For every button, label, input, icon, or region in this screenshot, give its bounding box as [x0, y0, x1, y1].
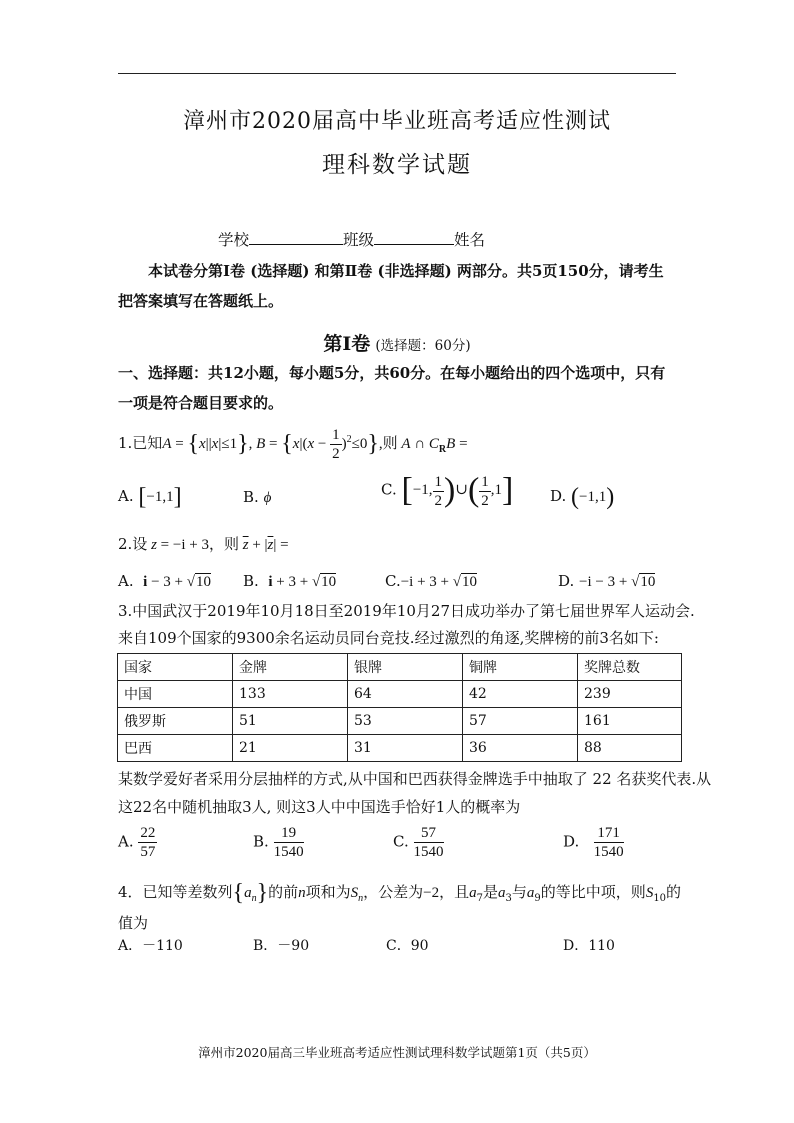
q2-option-a[interactable]: A. i − 3 + √10 [118, 572, 211, 590]
q4-line2: 值为 [118, 914, 149, 932]
q2-option-c[interactable]: C.−i + 3 + √10 [385, 572, 477, 590]
table-cell: 巴西 [118, 735, 233, 762]
q2-prefix: 2.设 [118, 535, 148, 553]
question-4: 4．已知等差数列$\{a_n\}$的前n项和为$S_n$，公差为−2，且$a_7$是$a_3$与$a_9$的等比中项，则$S_{10}$的 [118, 880, 682, 906]
q1-prefix: 1.已知 [118, 433, 163, 452]
q1-formula: A = {x||x|≤1}, B = {x|(x − $\frac{1}{2}$ )$^2$≤0},则 A ∩ $C_RB$ = [162, 427, 468, 462]
q4-option-c[interactable]: C．90 [386, 938, 429, 954]
name-label: 姓名 [454, 231, 486, 249]
q4-option-a[interactable]: A．－110 [118, 938, 183, 954]
q3-after-line2: 这22名中随机抽取3人, 则这3人中中国选手恰好1人的概率为 [118, 798, 521, 816]
class-label: 班级 [343, 231, 375, 249]
table-cell: 42 [463, 681, 578, 708]
table-cell: 53 [348, 708, 463, 735]
section-title [0, 329, 794, 356]
q2-formula-expr: $\overline{z} + |\overline{z}|$ = [242, 537, 289, 553]
table-cell: 57 [463, 708, 578, 735]
exam-title: 漳州市2020届高中毕业班高考适应性测试 [183, 109, 611, 134]
table-row [118, 735, 682, 762]
exam-intro: 本试卷分第Ⅰ卷 (选择题) 和第Ⅱ卷 (非选择题) 两部分。共5页150分，请考生把答案填写在答题纸上。 [118, 262, 664, 310]
table-cell: 中国 [118, 681, 233, 708]
exam-subject: 理科数学试题 [322, 152, 472, 178]
table-cell: 239 [578, 681, 682, 708]
q1-option-c[interactable]: C. [−1, $\frac{1}{2}$ )∪( $\frac{1}{2}$ ,1] [381, 472, 514, 509]
q2-option-d[interactable]: D. −i − 3 + √10 [558, 572, 656, 590]
q1-option-d[interactable]: D. (−1,1) [550, 484, 615, 510]
q3-option-c[interactable]: C. $\frac{57}{1540}$ [393, 825, 444, 860]
table-cell: 36 [463, 735, 578, 762]
q3-option-b[interactable]: B. $\frac{19}{1540}$ [253, 825, 304, 860]
table-cell: 88 [578, 735, 682, 762]
q4-option-b[interactable]: B．－90 [253, 938, 310, 954]
table-header-row [118, 654, 682, 681]
section-instruction: 一、选择题：共12小题，每小题5分，共60分。在每小题给出的四个选项中，只有一项是符合题目要求的。 [118, 364, 666, 412]
q3-option-d[interactable]: D. $\frac{171}{1540}$ [563, 825, 624, 860]
q3-line2: 来自109个国家的9300余名运动员同台竞技.经过激烈的角逐,奖牌榜的前3名如下: [118, 629, 659, 647]
table-cell: 俄罗斯 [118, 708, 233, 735]
table-header-cell: 国家 [118, 654, 233, 681]
q2-mid: ，则 [208, 535, 239, 553]
table-cell: 51 [233, 708, 348, 735]
table-header-cell: 奖牌总数 [578, 654, 682, 681]
q1-option-a[interactable]: A. [−1,1] [118, 484, 182, 510]
q2-option-b[interactable]: B. i + 3 + √10 [243, 572, 337, 590]
table-row [118, 708, 682, 735]
q3-option-a[interactable]: A. $\frac{22}{57}$ [118, 825, 156, 860]
table-cell: 21 [233, 735, 348, 762]
table-cell: 31 [348, 735, 463, 762]
q3-after-line1: 某数学爱好者采用分层抽样的方式,从中国和巴西获得金牌选手中抽取了 22 名获奖代表.从 [118, 770, 712, 788]
q3-line1: 3.中国武汉于2019年10月18日至2019年10月27日成功举办了第七届世界军人运动会. [118, 602, 695, 620]
section-subtitle: (选择题：60分) [375, 338, 471, 354]
table-header-cell: 银牌 [348, 654, 463, 681]
table-row [118, 681, 682, 708]
table-cell: 64 [348, 681, 463, 708]
header-rule [118, 73, 676, 74]
table-cell: 161 [578, 708, 682, 735]
question-1 [118, 426, 468, 463]
student-info-line [218, 228, 485, 250]
class-blank[interactable] [374, 230, 454, 245]
q1-option-b[interactable]: B. ϕ [243, 488, 272, 506]
table-header-cell: 金牌 [233, 654, 348, 681]
school-blank[interactable] [249, 230, 343, 245]
question-2 [118, 533, 289, 554]
table-header-cell: 铜牌 [463, 654, 578, 681]
page-footer: 漳州市2020届高三毕业班高考适应性测试理科数学试题第1页（共5页） [198, 1045, 596, 1060]
q2-formula-z: z = −i + 3 [151, 537, 209, 553]
table-cell: 133 [233, 681, 348, 708]
school-label: 学校 [218, 231, 250, 249]
medal-table [117, 653, 682, 762]
q4-option-d[interactable]: D．110 [563, 938, 615, 954]
section-name: 第Ⅰ卷 [323, 333, 371, 355]
